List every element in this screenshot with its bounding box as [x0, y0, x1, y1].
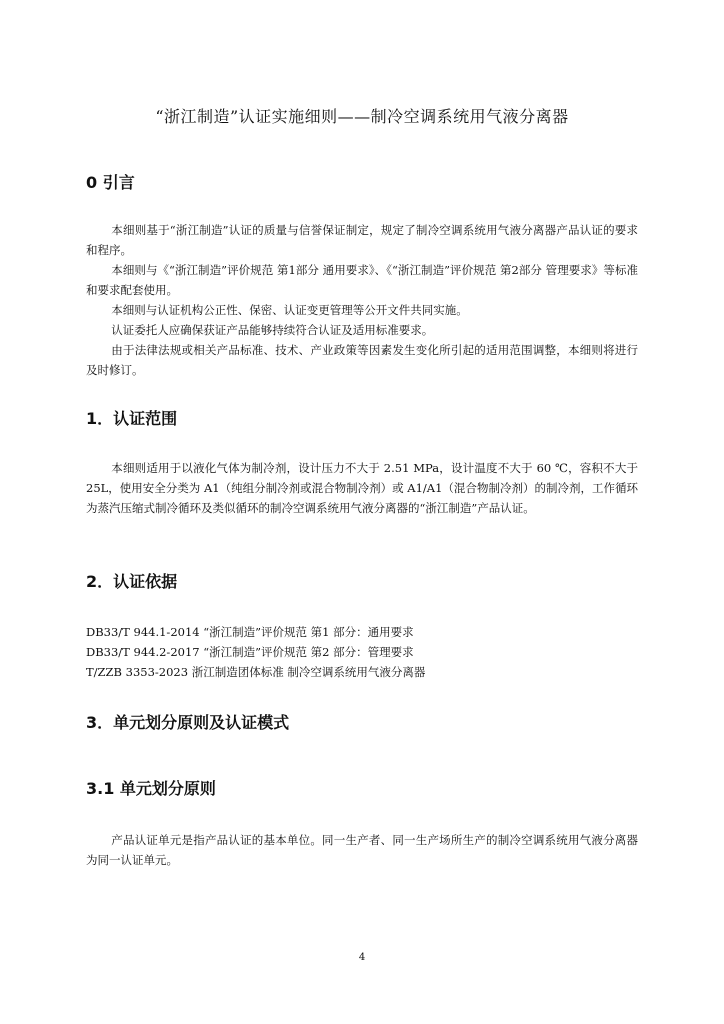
section-heading-scope: 1．认证范围 — [86, 409, 178, 428]
reference-item: T/ZZB 3353-2023 浙江制造团体标准 制冷空调系统用气液分离器 — [86, 665, 426, 679]
page-number: 4 — [358, 952, 366, 963]
section-heading-introduction: 0 引言 — [86, 173, 135, 192]
intro-paragraph-5: 由于法律法规或相关产品标准、技术、产业政策等因素发生变化所引起的适用范围调整，本细则将进行及时修订。 — [86, 343, 638, 377]
intro-paragraph-4: 认证委托人应确保获证产品能够持续符合认证及适用标准要求。 — [111, 323, 434, 337]
reference-list — [86, 622, 425, 682]
unit-principle-paragraph: 产品认证单元是指产品认证的基本单位。同一生产者、同一生产场所生产的制冷空调系统用气液分离器为同一认证单元。 — [86, 833, 638, 867]
subsection-heading-unit-principle: 3.1 单元划分原则 — [86, 779, 216, 798]
scope-paragraph: 本细则适用于以液化气体为制冷剂，设计压力不大于 2.51 MPa，设计温度不大于 60 ℃，容积不大于 25L，使用安全分类为 A1（纯组分制冷剂或混合物制冷剂）或 A1/A1（混合物制冷剂）的制冷剂，工作循环为蒸汽压缩式制冷循环及类似循环的制冷空调系统用气液分离器的“浙江制造”产品认证。 — [86, 461, 638, 515]
intro-paragraph-3: 本细则与认证机构公正性、保密、认证变更管理等公开文件共同实施。 — [111, 303, 468, 317]
intro-paragraph-2: 本细则与《“浙江制造”评价规范 第1部分 通用要求》、《“浙江制造”评价规范 第2部分 管理要求》等标准和要求配套使用。 — [86, 263, 638, 297]
document-title: “浙江制造”认证实施细则——制冷空调系统用气液分离器 — [155, 107, 569, 126]
section-heading-basis: 2．认证依据 — [86, 572, 178, 591]
reference-item: DB33/T 944.2-2017 “浙江制造”评价规范 第2 部分：管理要求 — [86, 645, 414, 659]
reference-item: DB33/T 944.1-2014 “浙江制造”评价规范 第1 部分：通用要求 — [86, 625, 414, 639]
intro-paragraph-1: 本细则基于“浙江制造”认证的质量与信誉保证制定，规定了制冷空调系统用气液分离器产品认证的要求和程序。 — [86, 223, 638, 257]
section-heading-unit-mode: 3．单元划分原则及认证模式 — [86, 713, 290, 732]
